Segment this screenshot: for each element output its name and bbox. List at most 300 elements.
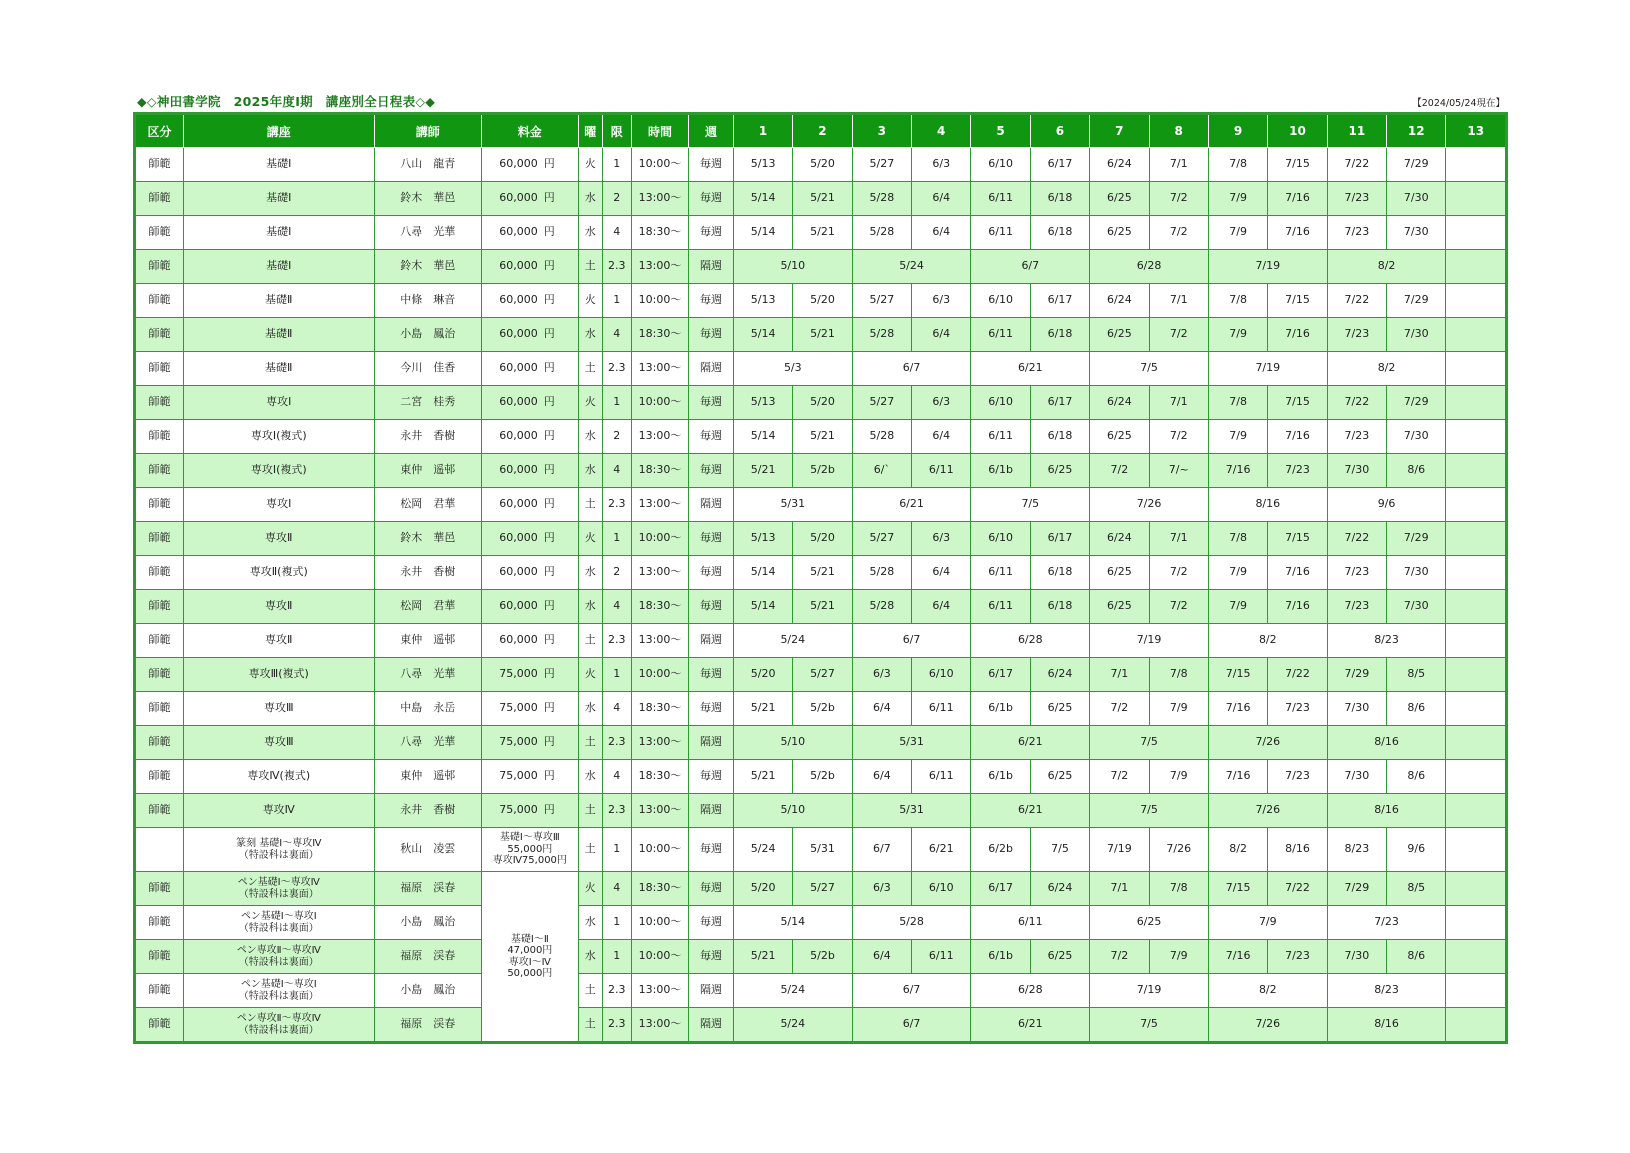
course-cell [183,906,374,940]
date-cell: 6/1b [971,760,1030,794]
date-cell: 7/16 [1208,940,1267,974]
date-cell: 7/5 [1030,828,1089,872]
period-cell: 1 [602,828,631,872]
category-cell: 師範 [135,250,184,284]
date-cell: 7/8 [1149,872,1208,906]
date-cell: 5/28 [852,556,911,590]
fee-cell [481,828,578,872]
fee-amount: 60,000 [481,250,541,284]
date-cell: 6/24 [1090,522,1149,556]
date-cell: 5/28 [852,182,911,216]
date-cell: 7/22 [1268,658,1327,692]
date-cell: 6/18 [1030,590,1089,624]
date-cell: 7/16 [1268,420,1327,454]
date-cell: 7/15 [1268,386,1327,420]
week-cell: 毎週 [689,658,734,692]
column-header: 限 [602,114,631,148]
date-cell: 5/10 [733,794,852,828]
date-cell [1446,182,1507,216]
column-header: 12 [1387,114,1446,148]
pen-fee-cell [481,872,578,1043]
teacher-cell: 福原 渓春 [374,872,481,906]
date-cell: 5/20 [733,658,792,692]
date-cell [1446,556,1507,590]
time-cell: 13:00～ [631,488,688,522]
table-row [135,420,1507,454]
date-cell: 9/6 [1387,828,1446,872]
category-cell: 師範 [135,488,184,522]
column-header: 3 [852,114,911,148]
date-cell: 7/23 [1327,182,1386,216]
time-cell: 18:30～ [631,590,688,624]
category-cell: 師範 [135,556,184,590]
date-cell: 7/26 [1208,1008,1327,1043]
column-header: 1 [733,114,792,148]
time-cell: 13:00～ [631,556,688,590]
fee-amount: 60,000 [481,318,541,352]
fee-unit: 円 [542,658,578,692]
column-header: 料金 [481,114,578,148]
date-cell [1446,148,1507,182]
date-cell: 7/29 [1387,386,1446,420]
day-cell: 土 [578,624,602,658]
date-cell: 6/7 [852,974,971,1008]
period-cell: 1 [602,284,631,318]
table-row [135,1008,1507,1043]
date-cell: 8/16 [1327,794,1446,828]
category-cell: 師範 [135,794,184,828]
date-cell: 7/5 [1090,1008,1209,1043]
teacher-cell: 小島 鳳治 [374,974,481,1008]
date-cell: 7/26 [1208,726,1327,760]
column-header: 9 [1208,114,1267,148]
date-cell [1446,522,1507,556]
date-cell: 7/1 [1149,386,1208,420]
fee-unit: 円 [542,590,578,624]
column-header: 5 [971,114,1030,148]
date-cell: 6/28 [971,624,1090,658]
date-cell: 6/2b [971,828,1030,872]
time-cell: 13:00～ [631,420,688,454]
column-header: 13 [1446,114,1507,148]
date-cell: 6/25 [1090,556,1149,590]
table-row [135,182,1507,216]
date-cell: 5/14 [733,590,792,624]
week-cell: 隔週 [689,726,734,760]
date-cell: 6/25 [1090,318,1149,352]
date-cell: 6/24 [1090,284,1149,318]
date-cell: 7/19 [1208,250,1327,284]
category-cell: 師範 [135,522,184,556]
week-cell: 隔週 [689,974,734,1008]
date-cell: 6/11 [971,318,1030,352]
date-cell [1446,794,1507,828]
time-cell: 10:00～ [631,386,688,420]
date-cell: 5/21 [793,420,852,454]
fee-unit: 円 [542,760,578,794]
date-cell: 7/30 [1327,692,1386,726]
date-cell: 7/9 [1149,940,1208,974]
date-cell: 8/5 [1387,872,1446,906]
teacher-cell: 小島 鳳治 [374,318,481,352]
fee-amount: 60,000 [481,182,541,216]
date-cell: 7/16 [1268,182,1327,216]
page-title: ◆◇神田書学院 2025年度Ⅰ期 講座別全日程表◇◆ [137,94,436,109]
date-cell: 7/30 [1387,182,1446,216]
period-cell: 2 [602,420,631,454]
fee-amount: 60,000 [481,488,541,522]
teacher-cell: 福原 渓春 [374,1008,481,1043]
course-cell: 専攻Ⅱ(複式) [183,556,374,590]
category-cell: 師範 [135,872,184,906]
date-cell: 5/14 [733,318,792,352]
date-cell: 7/16 [1208,692,1267,726]
date-cell [1446,488,1507,522]
period-cell: 1 [602,906,631,940]
date-cell: 7/30 [1327,760,1386,794]
table-row [135,726,1507,760]
date-cell: 7/2 [1090,692,1149,726]
date-cell: 5/2b [793,940,852,974]
table-row [135,318,1507,352]
week-cell: 毎週 [689,522,734,556]
date-cell: 7/9 [1149,692,1208,726]
teacher-cell: 今川 佳香 [374,352,481,386]
week-cell: 毎週 [689,148,734,182]
date-cell: 6/25 [1090,216,1149,250]
date-cell: 6/10 [971,386,1030,420]
teacher-cell: 小島 鳳治 [374,906,481,940]
course-cell: 専攻Ⅱ [183,590,374,624]
date-cell: 5/14 [733,556,792,590]
course-cell: 専攻Ⅲ(複式) [183,658,374,692]
date-cell: 8/16 [1327,726,1446,760]
column-header: 週 [689,114,734,148]
date-cell: 8/23 [1327,974,1446,1008]
teacher-cell: 中島 永岳 [374,692,481,726]
date-cell: 6/4 [912,420,971,454]
date-cell: 6/11 [971,216,1030,250]
date-cell [1446,974,1507,1008]
date-cell: 6/25 [1030,940,1089,974]
date-cell [1446,692,1507,726]
course-cell [183,940,374,974]
period-cell: 2.3 [602,624,631,658]
course-note: （特設科は裏面） [238,956,319,968]
date-cell: 5/31 [852,794,971,828]
fee-unit: 円 [542,556,578,590]
date-cell: 5/21 [733,760,792,794]
date-cell: 6/4 [912,182,971,216]
date-cell: 7/8 [1208,522,1267,556]
time-cell: 13:00～ [631,974,688,1008]
period-cell: 2.3 [602,250,631,284]
date-cell: 6/10 [912,872,971,906]
period-cell: 1 [602,386,631,420]
period-cell: 4 [602,590,631,624]
course-note: （特設科は裏面） [238,849,319,861]
column-header: 時間 [631,114,688,148]
fee-amount: 60,000 [481,522,541,556]
date-cell: 6/25 [1030,454,1089,488]
teacher-cell: 中條 琳音 [374,284,481,318]
date-cell [1446,284,1507,318]
date-cell: 7/9 [1149,760,1208,794]
date-cell: 7/16 [1268,556,1327,590]
date-cell: 6/17 [971,872,1030,906]
date-cell: 5/27 [852,148,911,182]
date-cell: 7/29 [1327,872,1386,906]
date-cell: 7/30 [1387,420,1446,454]
period-cell: 1 [602,658,631,692]
teacher-cell: 福原 渓春 [374,940,481,974]
date-cell: 6/17 [1030,522,1089,556]
fee-unit: 円 [542,386,578,420]
fee-line: 55,000円 [507,843,553,855]
course-cell: 基礎Ⅱ [183,318,374,352]
time-cell: 18:30～ [631,692,688,726]
date-cell: 7/2 [1149,216,1208,250]
date-cell: 6/21 [912,828,971,872]
date-cell: 6/21 [971,352,1090,386]
table-row [135,624,1507,658]
week-cell: 毎週 [689,872,734,906]
date-cell: 7/26 [1208,794,1327,828]
day-cell: 水 [578,692,602,726]
date-cell: 5/27 [793,658,852,692]
table-row [135,692,1507,726]
table-row [135,454,1507,488]
day-cell: 火 [578,872,602,906]
date-cell: 6/24 [1090,148,1149,182]
date-cell: 5/21 [733,692,792,726]
date-cell: 6/4 [912,216,971,250]
date-cell: 7/2 [1149,590,1208,624]
date-cell: 7/9 [1208,182,1267,216]
fee-line: 基礎Ⅰ～専攻Ⅲ [499,832,560,844]
time-cell: 13:00～ [631,1008,688,1043]
date-cell: 7/~ [1149,454,1208,488]
teacher-cell: 松岡 君華 [374,590,481,624]
week-cell: 毎週 [689,386,734,420]
date-cell: 5/20 [793,522,852,556]
date-cell: 8/2 [1327,250,1446,284]
course-cell: 専攻Ⅰ(複式) [183,420,374,454]
date-cell: 7/16 [1208,454,1267,488]
day-cell: 火 [578,284,602,318]
fee-line: 47,000円 [507,945,553,956]
date-cell: 5/21 [733,940,792,974]
fee-line: 専攻Ⅰ～Ⅳ [508,956,551,968]
fee-unit: 円 [542,284,578,318]
week-cell: 毎週 [689,454,734,488]
category-cell: 師範 [135,216,184,250]
date-cell: 7/16 [1268,318,1327,352]
course-note: （特設科は裏面） [238,888,319,900]
date-cell: 6/18 [1030,318,1089,352]
date-cell: 5/31 [852,726,971,760]
week-cell: 毎週 [689,906,734,940]
day-cell: 土 [578,250,602,284]
fee-unit: 円 [542,420,578,454]
date-cell: 6/1b [971,940,1030,974]
date-cell: 7/2 [1149,182,1208,216]
fee-unit: 円 [542,182,578,216]
date-cell: 7/23 [1268,940,1327,974]
date-cell: 7/9 [1208,216,1267,250]
date-cell: 7/2 [1090,940,1149,974]
fee-amount: 60,000 [481,386,541,420]
date-cell: 7/15 [1268,522,1327,556]
time-cell: 13:00～ [631,624,688,658]
date-cell: 7/23 [1327,420,1386,454]
date-cell: 5/10 [733,250,852,284]
date-cell: 5/14 [733,906,852,940]
date-cell: 7/15 [1268,148,1327,182]
time-cell: 10:00～ [631,148,688,182]
course-cell: 専攻Ⅰ(複式) [183,454,374,488]
date-cell: 6/3 [912,148,971,182]
date-cell: 8/2 [1208,828,1267,872]
table-row [135,386,1507,420]
day-cell: 土 [578,1008,602,1043]
time-cell: 10:00～ [631,284,688,318]
week-cell: 毎週 [689,692,734,726]
date-cell: 6/11 [971,906,1090,940]
date-cell: 7/15 [1208,872,1267,906]
table-row [135,974,1507,1008]
date-cell: 6/7 [852,624,971,658]
date-cell: 6/21 [971,1008,1090,1043]
category-cell: 師範 [135,624,184,658]
fee-amount: 75,000 [481,692,541,726]
date-cell: 5/2b [793,454,852,488]
category-cell: 師範 [135,726,184,760]
period-cell: 4 [602,692,631,726]
fee-line: 50,000円 [507,968,553,979]
date-cell: 7/8 [1208,284,1267,318]
date-cell: 7/29 [1387,148,1446,182]
fee-unit: 円 [542,692,578,726]
date-cell: 6/18 [1030,182,1089,216]
date-cell: 7/19 [1090,828,1149,872]
period-cell: 2 [602,556,631,590]
date-cell: 5/24 [733,974,852,1008]
week-cell: 毎週 [689,182,734,216]
day-cell: 水 [578,906,602,940]
teacher-cell: 鈴木 華邑 [374,182,481,216]
teacher-cell: 鈴木 華邑 [374,522,481,556]
teacher-cell: 松岡 君華 [374,488,481,522]
date-cell: 6/4 [912,590,971,624]
date-cell: 7/30 [1327,454,1386,488]
course-cell: 専攻Ⅳ [183,794,374,828]
date-cell [1446,624,1507,658]
column-header: 講師 [374,114,481,148]
date-cell [1446,1008,1507,1043]
date-cell: 8/16 [1268,828,1327,872]
teacher-cell: 八尋 光華 [374,216,481,250]
category-cell: 師範 [135,1008,184,1043]
date-cell: 7/29 [1387,522,1446,556]
teacher-cell: 永井 香樹 [374,420,481,454]
week-cell: 毎週 [689,760,734,794]
date-cell: 7/15 [1208,658,1267,692]
date-cell: 7/22 [1327,522,1386,556]
column-header: 2 [793,114,852,148]
teacher-cell: 二宮 桂秀 [374,386,481,420]
day-cell: 水 [578,760,602,794]
date-cell [1446,250,1507,284]
course-cell: 専攻Ⅱ [183,624,374,658]
date-cell: 6/10 [971,522,1030,556]
table-row [135,760,1507,794]
date-cell: 6/10 [971,148,1030,182]
date-cell [1446,906,1507,940]
table-row [135,216,1507,250]
period-cell: 2.3 [602,974,631,1008]
date-cell: 5/28 [852,318,911,352]
course-name: ペン専攻Ⅱ～専攻Ⅳ [236,1013,321,1024]
period-cell: 2.3 [602,352,631,386]
date-cell: 8/2 [1327,352,1446,386]
date-cell [1446,658,1507,692]
table-header-row [135,114,1507,148]
date-cell: 7/23 [1327,590,1386,624]
date-cell: 8/2 [1208,624,1327,658]
date-cell: 5/20 [793,148,852,182]
fee-unit: 円 [542,148,578,182]
day-cell: 火 [578,148,602,182]
category-cell: 師範 [135,182,184,216]
date-cell: 7/30 [1387,318,1446,352]
date-cell: 6/1b [971,454,1030,488]
date-cell: 7/5 [971,488,1090,522]
date-cell: 7/23 [1327,318,1386,352]
date-cell: 5/24 [733,1008,852,1043]
period-cell: 2.3 [602,726,631,760]
category-cell: 師範 [135,692,184,726]
date-cell: 6/18 [1030,556,1089,590]
date-cell: 6/17 [971,658,1030,692]
week-cell: 隔週 [689,794,734,828]
course-cell: 専攻Ⅲ [183,726,374,760]
date-cell: 7/23 [1268,454,1327,488]
course-cell: 専攻Ⅱ [183,522,374,556]
time-cell: 13:00～ [631,250,688,284]
time-cell: 13:00～ [631,182,688,216]
day-cell: 土 [578,794,602,828]
teacher-cell: 八尋 光華 [374,658,481,692]
table-row [135,522,1507,556]
time-cell: 18:30～ [631,216,688,250]
date-cell: 5/28 [852,420,911,454]
date-cell: 7/9 [1208,318,1267,352]
category-cell: 師範 [135,454,184,488]
date-cell: 6/25 [1030,692,1089,726]
course-cell [183,974,374,1008]
fee-amount: 60,000 [481,624,541,658]
category-cell: 師範 [135,940,184,974]
period-cell: 1 [602,940,631,974]
date-cell: 7/1 [1149,522,1208,556]
date-cell: 5/24 [733,828,792,872]
course-cell [183,828,374,872]
date-cell [1446,590,1507,624]
period-cell: 4 [602,760,631,794]
day-cell: 土 [578,828,602,872]
date-cell: 6/25 [1090,182,1149,216]
